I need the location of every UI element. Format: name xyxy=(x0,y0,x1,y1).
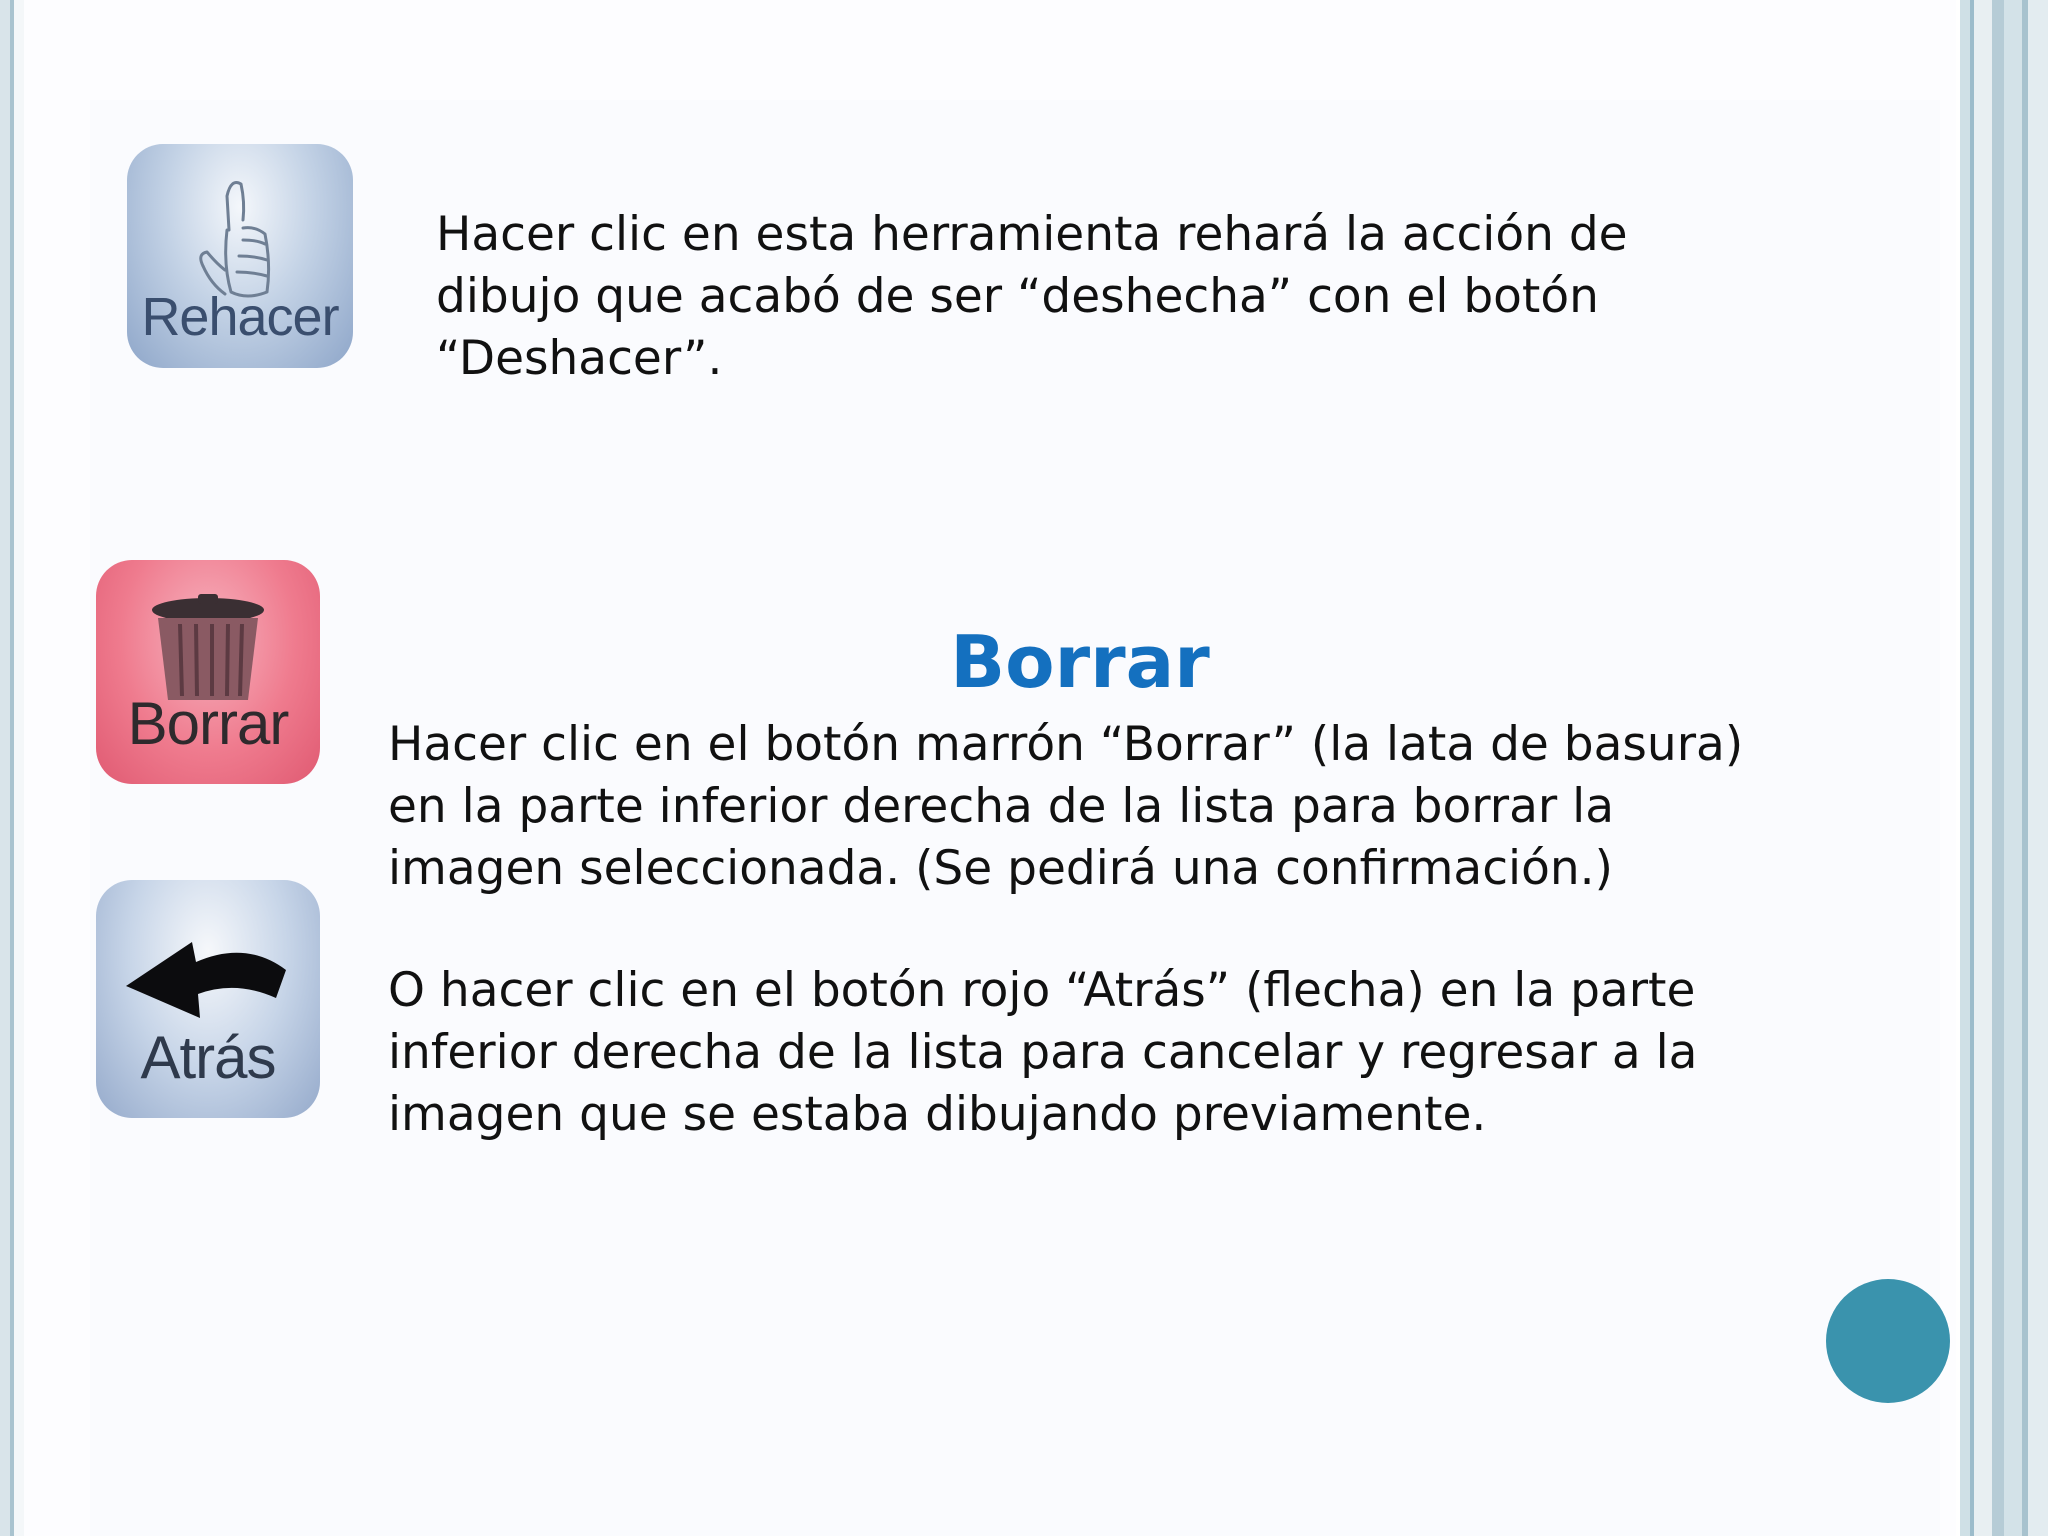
rehacer-icon-label: Rehacer xyxy=(141,287,339,347)
rehacer-description xyxy=(436,204,1628,390)
atras-description-line: imagen que se estaba dibujando previamente. xyxy=(388,1087,1487,1142)
rehacer-button-image xyxy=(127,144,353,368)
borrar-description-line: imagen seleccionada. (Se pedirá una confirmación.) xyxy=(388,841,1613,896)
rehacer-description-line: dibujo que acabó de ser “deshecha” con el botón xyxy=(436,269,1599,324)
rehacer-description-line: Hacer clic en esta herramienta rehará la acción de xyxy=(436,207,1628,262)
atras-description-line: inferior derecha de la lista para cancelar y regresar a la xyxy=(388,1025,1698,1080)
left-border-decoration xyxy=(0,0,24,1536)
atras-description-line: O hacer clic en el botón rojo “Atrás” (flecha) en la parte xyxy=(388,963,1696,1018)
atras-icon-label: Atrás xyxy=(140,1024,276,1091)
decorative-circle xyxy=(1826,1279,1950,1403)
borrar-icon-label: Borrar xyxy=(127,690,289,757)
atras-button-image xyxy=(96,880,320,1118)
borrar-heading: Borrar xyxy=(950,620,1210,704)
borrar-button-image xyxy=(96,560,320,784)
rehacer-description-line: “Deshacer”. xyxy=(436,331,723,386)
atras-description xyxy=(388,960,1697,1146)
right-border-decoration xyxy=(1956,0,2048,1536)
borrar-description xyxy=(388,714,1743,900)
borrar-description-line: Hacer clic en el botón marrón “Borrar” (la lata de basura) xyxy=(388,717,1744,772)
borrar-description-line: en la parte inferior derecha de la lista para borrar la xyxy=(388,779,1615,834)
